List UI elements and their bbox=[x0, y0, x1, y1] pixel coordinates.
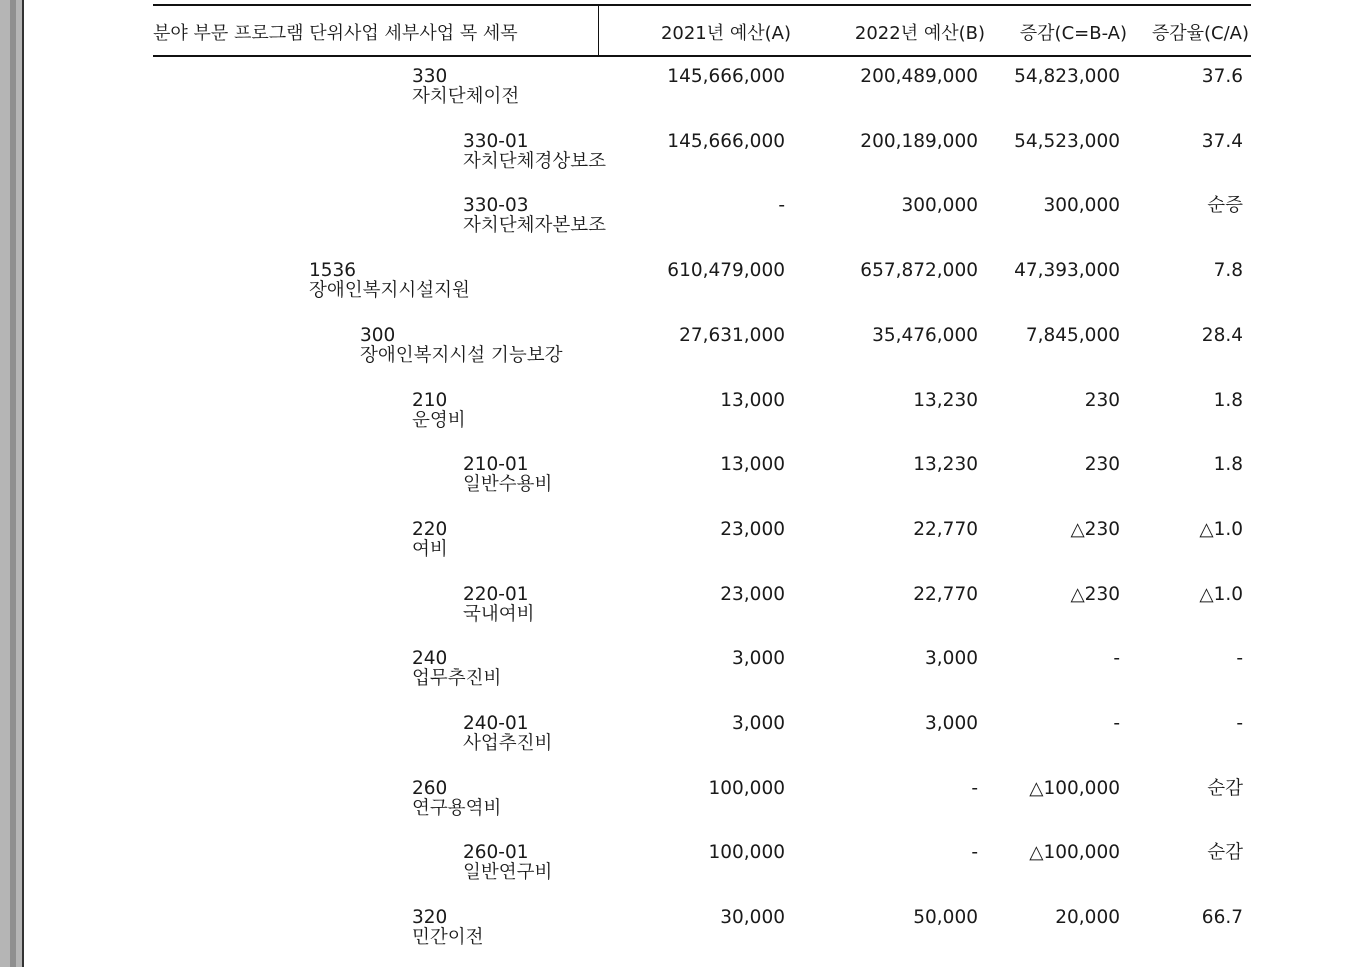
row-budget-2022: 13,230 bbox=[913, 454, 978, 476]
row-label bbox=[412, 520, 448, 560]
table-row bbox=[153, 585, 1251, 649]
row-code: 330-03 bbox=[463, 195, 529, 217]
row-budget-2021: 145,666,000 bbox=[667, 66, 785, 87]
table-row bbox=[153, 843, 1251, 907]
row-budget-2022: 300,000 bbox=[901, 195, 978, 217]
row-change-rate: - bbox=[1236, 713, 1243, 734]
row-label bbox=[463, 132, 606, 172]
row-change-rate: 37.6 bbox=[1201, 66, 1243, 87]
row-code: 260-01 bbox=[463, 842, 529, 864]
row-budget-2022: 22,770 bbox=[913, 518, 978, 540]
row-budget-2021: - bbox=[778, 195, 785, 217]
row-change-rate: 28.4 bbox=[1201, 324, 1243, 346]
row-change: 20,000 bbox=[1055, 907, 1120, 929]
row-label bbox=[463, 196, 606, 236]
row-change-rate: 66.7 bbox=[1201, 907, 1243, 929]
row-budget-2021: 145,666,000 bbox=[667, 130, 785, 152]
row-budget-2021: 100,000 bbox=[708, 842, 785, 864]
row-change-rate: △1.0 bbox=[1199, 583, 1243, 605]
row-code: 1536 bbox=[309, 260, 357, 282]
row-change: - bbox=[1113, 713, 1120, 734]
row-budget-2021: 3,000 bbox=[732, 713, 785, 734]
row-label bbox=[412, 908, 483, 948]
row-budget-2022: 3,000 bbox=[925, 713, 978, 734]
row-name: 연구용역비 bbox=[412, 797, 502, 819]
row-change-rate: 순감 bbox=[1207, 842, 1243, 864]
row-label bbox=[412, 649, 501, 689]
row-change-rate: △1.0 bbox=[1199, 518, 1243, 540]
row-code: 330 bbox=[412, 66, 448, 87]
row-name: 자치단체경상보조 bbox=[463, 150, 606, 172]
table-row bbox=[153, 649, 1251, 713]
row-label bbox=[463, 714, 552, 754]
row-budget-2021: 27,631,000 bbox=[679, 324, 785, 346]
row-change: 54,523,000 bbox=[1014, 130, 1120, 152]
row-change-rate: 1.8 bbox=[1213, 389, 1243, 411]
row-budget-2021: 13,000 bbox=[720, 454, 785, 476]
table-row bbox=[153, 326, 1251, 390]
table-row bbox=[153, 779, 1251, 843]
row-change: 54,823,000 bbox=[1014, 66, 1120, 87]
row-budget-2022: 200,489,000 bbox=[860, 66, 978, 87]
row-code: 220 bbox=[412, 518, 448, 540]
row-label bbox=[360, 326, 562, 366]
table-row bbox=[153, 908, 1251, 972]
table-row bbox=[153, 261, 1251, 325]
table-row bbox=[153, 455, 1251, 519]
row-name: 장애인복지시설지원 bbox=[309, 280, 470, 302]
row-code: 220-01 bbox=[463, 583, 529, 605]
row-name: 장애인복지시설 기능보강 bbox=[360, 344, 563, 366]
row-change-rate: 순감 bbox=[1207, 777, 1243, 799]
table-row bbox=[153, 714, 1251, 778]
row-budget-2021: 3,000 bbox=[732, 648, 785, 670]
row-label bbox=[463, 843, 552, 883]
row-change: △230 bbox=[1070, 518, 1120, 540]
row-label bbox=[412, 779, 501, 819]
gutter-inner-bar bbox=[10, 0, 16, 967]
row-label bbox=[309, 261, 470, 301]
table-row bbox=[153, 520, 1251, 584]
row-change-rate: 37.4 bbox=[1201, 130, 1243, 152]
row-name: 일반연구비 bbox=[463, 862, 553, 884]
table-row bbox=[153, 196, 1251, 260]
row-budget-2022: 35,476,000 bbox=[872, 324, 978, 346]
row-code: 330-01 bbox=[463, 130, 529, 152]
row-change: 230 bbox=[1084, 389, 1120, 411]
row-code: 240 bbox=[412, 648, 448, 670]
row-budget-2022: 13,230 bbox=[913, 389, 978, 411]
row-budget-2021: 13,000 bbox=[720, 389, 785, 411]
row-label bbox=[412, 391, 466, 431]
row-name: 자치단체자본보조 bbox=[463, 215, 606, 237]
row-change: △100,000 bbox=[1029, 842, 1120, 864]
row-name: 업무추진비 bbox=[412, 668, 502, 690]
row-budget-2022: 3,000 bbox=[925, 648, 978, 670]
row-budget-2022: - bbox=[971, 777, 978, 799]
row-budget-2022: 657,872,000 bbox=[860, 260, 978, 282]
row-code: 210 bbox=[412, 389, 448, 411]
row-label bbox=[463, 455, 552, 495]
row-change-rate: - bbox=[1236, 648, 1243, 670]
row-code: 210-01 bbox=[463, 454, 529, 476]
row-label bbox=[463, 585, 534, 625]
table-header bbox=[153, 4, 1251, 57]
row-code: 320 bbox=[412, 907, 448, 929]
row-change: △230 bbox=[1070, 583, 1120, 605]
row-change: 230 bbox=[1084, 454, 1120, 476]
row-change-rate: 1.8 bbox=[1213, 454, 1243, 476]
table-row bbox=[153, 391, 1251, 455]
row-budget-2021: 610,479,000 bbox=[667, 260, 785, 282]
budget-table bbox=[153, 4, 1251, 949]
row-code: 240-01 bbox=[463, 713, 529, 734]
header-change-rate: 증감율(C/A) bbox=[1151, 23, 1249, 44]
row-change: △100,000 bbox=[1029, 777, 1120, 799]
row-budget-2022: - bbox=[971, 842, 978, 864]
row-name: 여비 bbox=[412, 538, 448, 560]
row-change: 300,000 bbox=[1043, 195, 1120, 217]
row-budget-2021: 100,000 bbox=[708, 777, 785, 799]
header-budget-2021: 2021년 예산(A) bbox=[660, 23, 791, 44]
row-label bbox=[412, 67, 519, 107]
row-name: 일반수용비 bbox=[463, 474, 553, 496]
row-budget-2022: 200,189,000 bbox=[860, 130, 978, 152]
row-change: 7,845,000 bbox=[1025, 324, 1120, 346]
row-name: 국내여비 bbox=[463, 603, 535, 625]
header-category: 분야 부문 프로그램 단위사업 세부사업 목 세목 bbox=[153, 23, 518, 44]
row-name: 사업추진비 bbox=[463, 733, 553, 754]
row-change: - bbox=[1113, 648, 1120, 670]
row-budget-2022: 22,770 bbox=[913, 583, 978, 605]
table-row bbox=[153, 67, 1251, 131]
row-name: 민간이전 bbox=[412, 927, 484, 949]
row-budget-2021: 23,000 bbox=[720, 583, 785, 605]
row-change: 47,393,000 bbox=[1014, 260, 1120, 282]
row-change-rate: 7.8 bbox=[1213, 260, 1243, 282]
row-change-rate: 순증 bbox=[1207, 195, 1243, 217]
row-code: 300 bbox=[360, 324, 396, 346]
row-budget-2022: 50,000 bbox=[913, 907, 978, 929]
row-code: 260 bbox=[412, 777, 448, 799]
row-name: 자치단체이전 bbox=[412, 86, 520, 107]
header-change: 증감(C=B-A) bbox=[1019, 23, 1127, 44]
left-gutter bbox=[0, 0, 24, 967]
header-budget-2022: 2022년 예산(B) bbox=[854, 23, 985, 44]
table-row bbox=[153, 132, 1251, 196]
row-name: 운영비 bbox=[412, 409, 466, 431]
row-budget-2021: 23,000 bbox=[720, 518, 785, 540]
header-separator bbox=[598, 6, 599, 55]
row-budget-2021: 30,000 bbox=[720, 907, 785, 929]
